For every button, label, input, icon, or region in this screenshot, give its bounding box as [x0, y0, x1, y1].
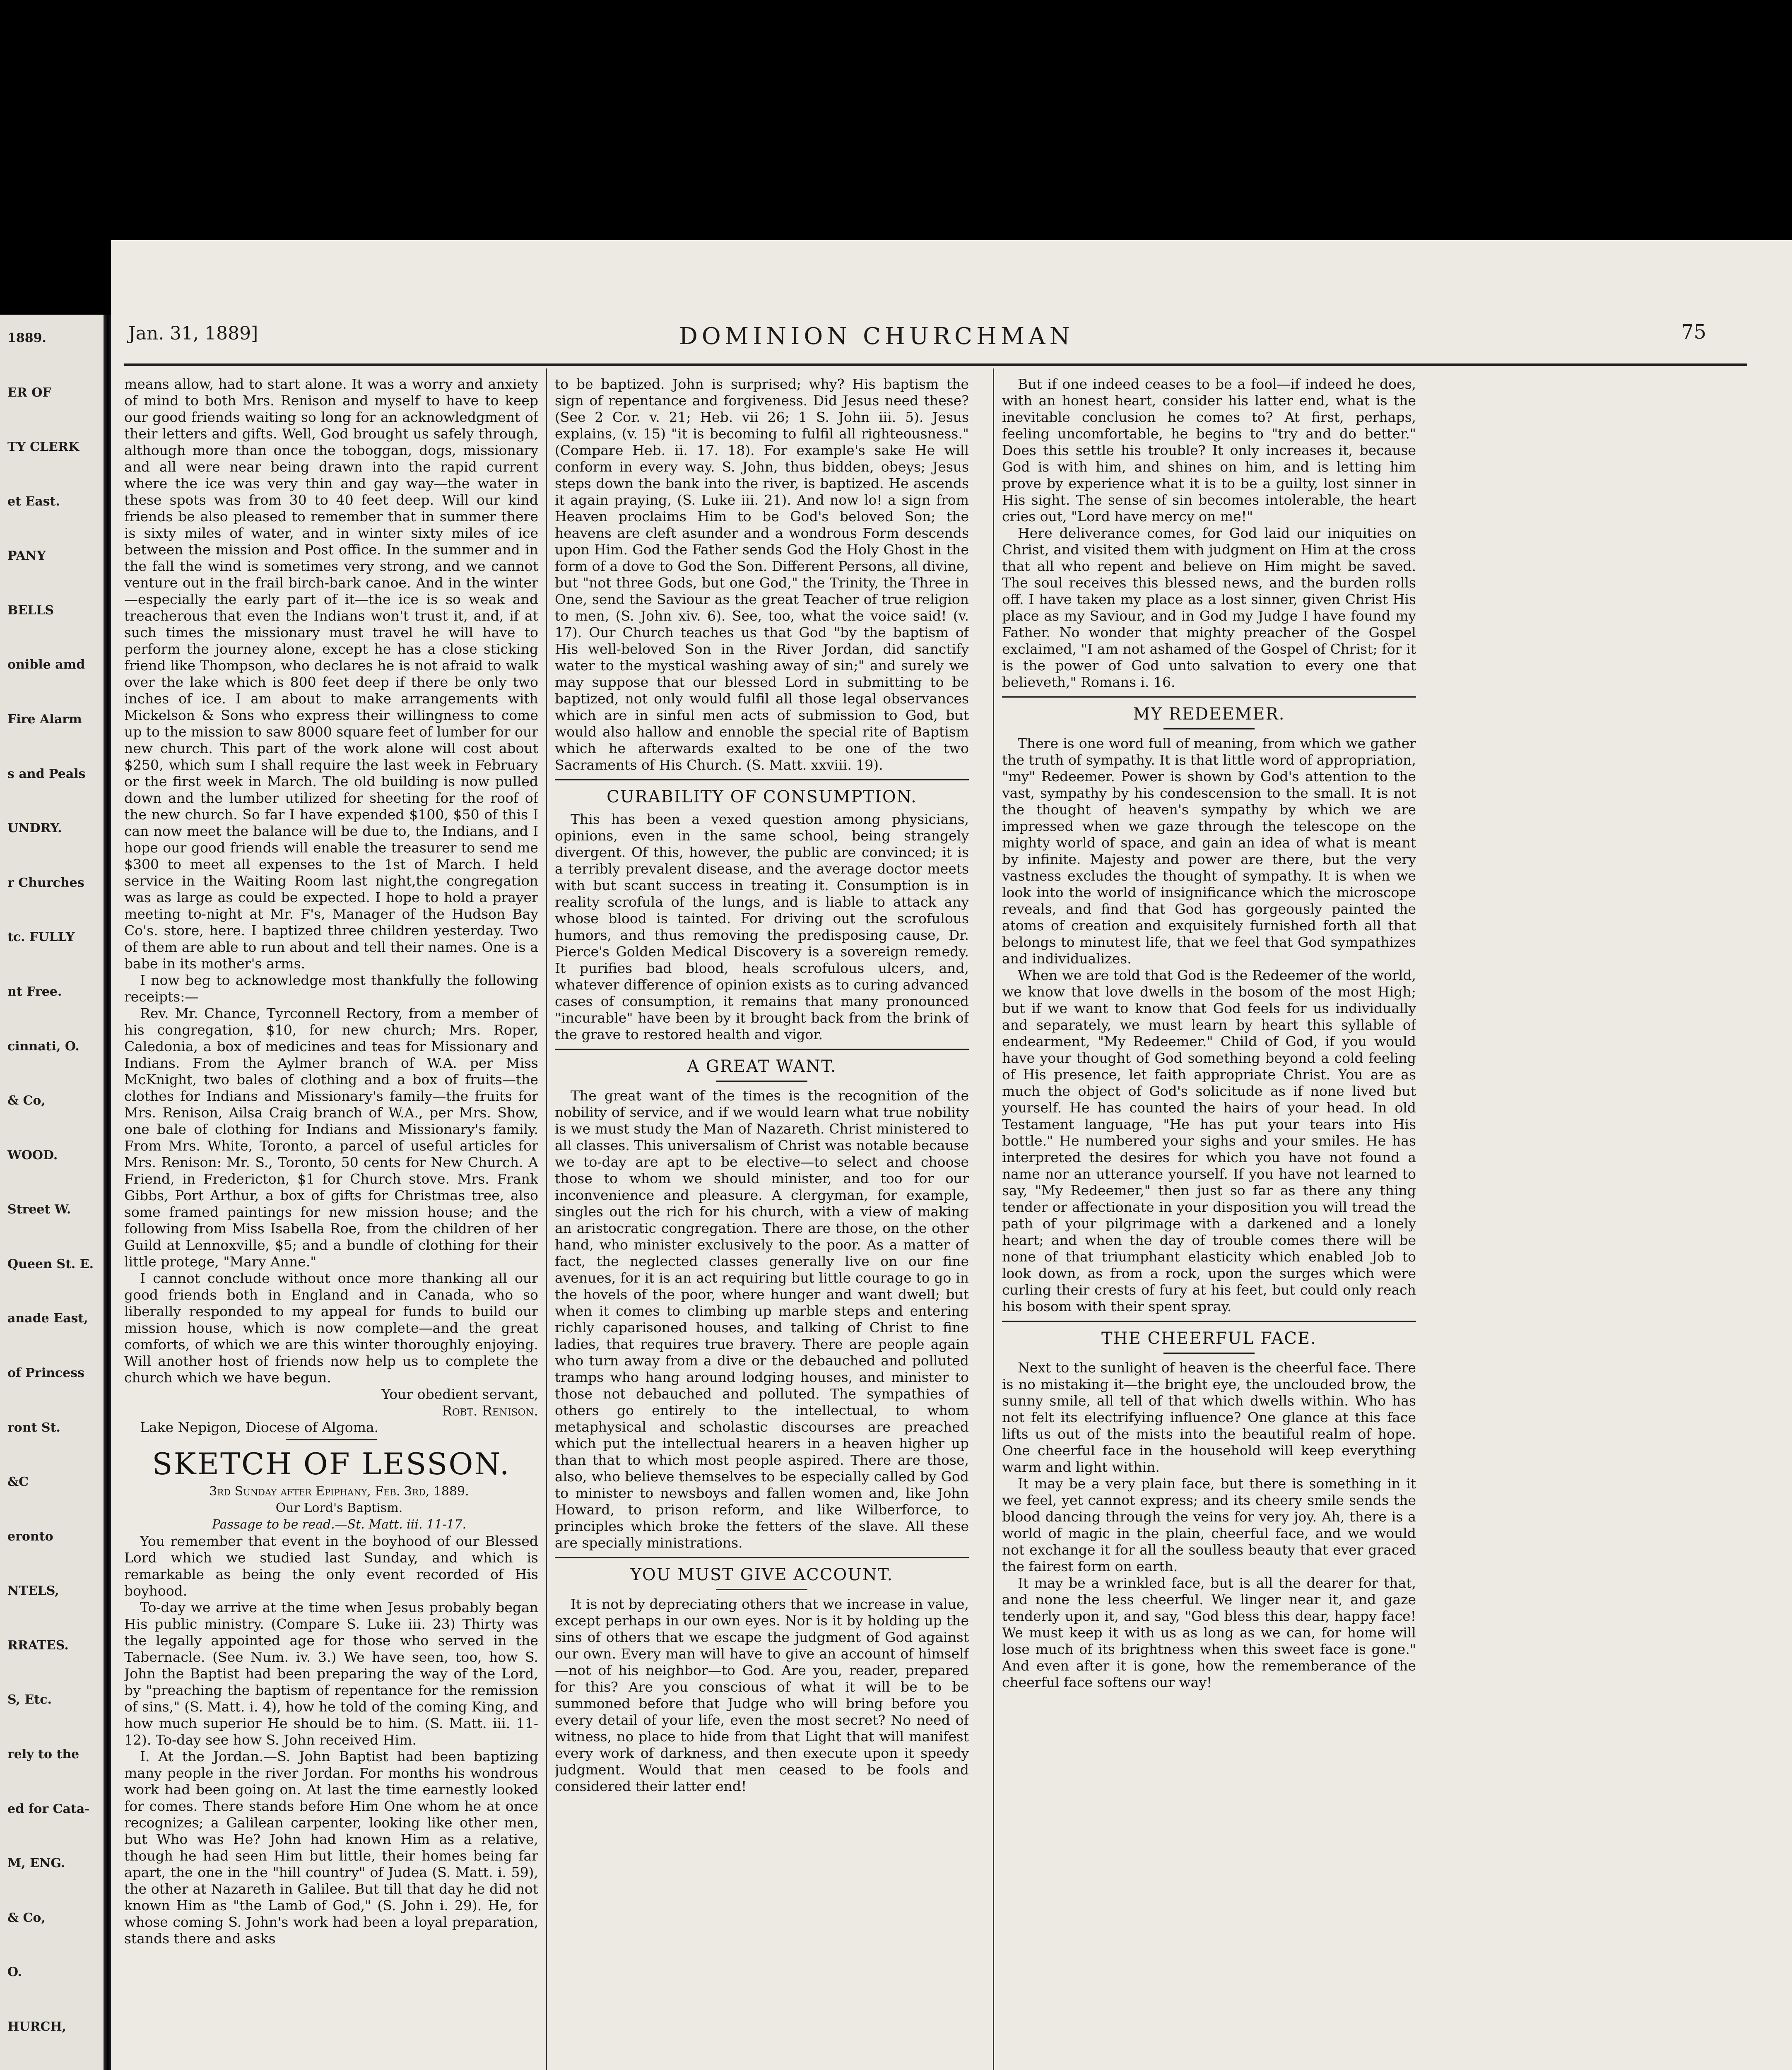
- heading-underline: [716, 1081, 807, 1082]
- facing-page-text: WOOD.: [7, 1148, 58, 1163]
- article-paragraph: When we are told that God is the Redeemer of the world, we know that love dwells in the bosom of the most High; but if we want to know that God feels for us individually and separately, we must learn by heart this syllable of endearment, "My Redeemer." Child of God, if you would have your thought of God something beyond a cold feeling of His presence, let faith appropriate Christ. You are as much the object of God's solicitude as if none lived but yourself. He has counted the hairs of your head. In old Testament language, "He has put your tears into His bottle." He numbered your sighs and your smiles. He has interpreted the desires for which you have not found a name nor an utterance yourself. If you have not learned to say, "My Redeemer," then just so far as there any thing tender or affectionate in your disposition you will tread the path of your pilgrimage with a darkened and a lonely heart; and when the day of trouble comes there will be none of that triumphant elasticity which enabled Job to look down, as from a rock, upon the surges which were curling their crests of fury at his feet, but could only reach his bosom with their spent spray.: [1002, 967, 1416, 1314]
- issue-date: Jan. 31, 1889]: [128, 323, 258, 344]
- header-rule: [124, 363, 1747, 366]
- lesson-paragraph: to be baptized. John is surprised; why? His baptism the sign of repentance and forgiveness. Did Jesus need these? (See 2 Cor. v. 21; Heb. vii 26; 1 S. John iii. 5). Jesus explains, (v. 15) "it is becoming to fulfil all righteousness." (Compare Heb. ii. 17. 18). For example's sake He will conform in every way. S. John, thus bidden, obeys; Jesus steps down the bank into the river, is baptized. He ascends it again praying, (S. Luke iii. 21). And now lo! a sign from Heaven proclaims Him to be God's beloved Son; the heavens are cleft asunder and a wondrous Form descends upon Him. God the Father sends God the Holy Ghost in the form of a dove to God the Son. Different Persons, all divine, but "not three Gods, but one God," the Trinity, the Three in One, send the Saviour as the great Teacher of true religion to men, (S. John xiv. 6). See, too, what the voice said! (v. 17). Our Church teaches us that God "by the baptism of His well-beloved Son in the River Jordan, did sanctify water to the mystical washing away of sin;" and surely we may suppose that our blessed Lord in submitting to be baptized, not only would fulfil all those legal observances which are in sinful men acts of submission to God, but would also hallow and ennoble the special rite of Baptism which he afterwards exalted to be one of the two Sacraments of His Church. (S. Matt. xxviii. 19).: [555, 376, 969, 773]
- article-heading-consumption: CURABILITY OF CONSUMPTION.: [607, 787, 917, 806]
- section-rule: [555, 1557, 969, 1558]
- facing-page-text: tc. FULLY: [7, 930, 75, 944]
- facing-page-text: & Co,: [7, 1911, 46, 1925]
- facing-page-text: S, Etc.: [7, 1692, 52, 1707]
- facing-page-text: M, ENG.: [7, 1856, 65, 1870]
- article-paragraph: The great want of the times is the recognition of the nobility of service, and if we would learn what true nobility is we must study the Man of Nazareth. Christ ministered to all classes. This universalism of Christ was notable because we to-day are apt to be elective—to select and choose those to whom we should minister, and too for our inconvenience and pleasure. A clergyman, for example, singles out the rich for his church, with a view of making an aristocratic congregation. There are those, on the other hand, who minister exclusively to the poor. As a matter of fact, the neglected classes generally live on our fine avenues, for it is an act requiring but little courage to go in the hovels of the poor, where hunger and want dwell; but when it comes to climbing up marble steps and entering richly caparisoned houses, and talking of Christ to fine ladies, that requires true bravery. There are people again who turn away from a dive or the debauched and polluted tramps who hang around lodging houses, and minister to those not debauched and polluted. The sympathies of others go entirely to the intellectual, to whom metaphysical and scholastic discourses are preached which put the intellectual hearers in a heaven higher up than that to which most people aspired. There are those, also, who believe themselves to be especially called by God to minister to newsboys and fallen women and, like John Howard, to prison reform, and like Wilberforce, to principles which broke the fetters of the slave. All these are specially ministrations.: [555, 1088, 969, 1551]
- heading-underline: [1163, 1353, 1255, 1354]
- lesson-subject: Our Lord's Baptism.: [275, 1501, 403, 1515]
- facing-page-text: RRATES.: [7, 1638, 69, 1653]
- article-heading-account: YOU MUST GIVE ACCOUNT.: [630, 1565, 894, 1584]
- receipts-paragraph: Rev. Mr. Chance, Tyrconnell Rectory, from a member of his congregation, $10, for new church; Mrs. Roper, Caledonia, a box of medicines and teas for Missionary and Indians. From the Aylmer branch of W.A. per Miss McKnight, two bales of clothing and a box of fruits—the clothes for Indians and Missionary's family—the fruits for Mrs. Renison, Ailsa Craig branch of W.A., per Mrs. Show, one bale of clothing for Indians and Missionary's family. From Mrs. White, Toronto, a parcel of useful articles for Mrs. Renison: Mr. S., Toronto, 50 cents for New Church. A Friend, in Fredericton, $1 for Church stove. Mrs. Frank Gibbs, Port Arthur, a box of gifts for Christmas tree, also some framed paintings for new mission house; and the following from Miss Isabella Roe, from the children of her Guild at Lennoxville, $5; and a bundle of clothing for their little protege, "Mary Anne.": [124, 1005, 538, 1270]
- lesson-paragraph: To-day we arrive at the time when Jesus probably began His public ministry. (Compare S. Luke iii. 23) Thirty was the legally appointed age for those who served in the Tabernacle. (See Num. iv. 3.) We have seen, too, how S. John the Baptist had been preparing the way of the Lord, by "preaching the baptism of repentance for the remission of sins," (S. Matt. i. 4), how he told of the coming King, and how much superior He should be to him. (S. Matt. iii. 11-12). To-day see how S. John received Him.: [124, 1599, 538, 1748]
- book-gutter: [104, 315, 111, 2070]
- facing-page-text: r Churches: [7, 876, 84, 890]
- article-paragraph: Here deliverance comes, for God laid our iniquities on Christ, and visited them with judgment on Him at the cross that all who repent and believe on Him might be saved. The soul receives this blessed news, and the burden rolls off. I have taken my place as a lost sinner, given Christ His place as my Saviour, and in God my Judge I have found my Father. No wonder that mighty preacher of the Gospel exclaimed, "I am not ashamed of the Gospel of Christ; for it is the power of God unto salvation to every one that believeth," Romans i. 16.: [1002, 525, 1416, 690]
- column-divider: [993, 368, 994, 2070]
- facing-page-text: HURCH,: [7, 2019, 67, 2034]
- facing-page-fragment: [0, 315, 104, 2070]
- article-heading-cheerful-face: THE CHEERFUL FACE.: [1101, 1329, 1317, 1348]
- article-paragraph: This has been a vexed question among physicians, opinions, even in the same school, being strangely divergent. Of this, however, the public are convinced; it is a terribly prevalent disease, and the average doctor meets with but scant success in treating it. Consumption is in reality scrofula of the lungs, and is liable to attack any whose blood is tainted. For driving out the scrofulous humors, and thus removing the predisposing cause, Dr. Pierce's Golden Medical Discovery is a sovereign remedy. It purifies bad blood, heals scrofulous ulcers, and, whatever difference of opinion exists as to curing advanced cases of consumption, it remains that many pronounced "incurable" have been by it brought back from the brink of the grave to restored health and vigor.: [555, 811, 969, 1042]
- lesson-heading: SKETCH OF LESSON.: [152, 1447, 511, 1481]
- lesson-date: 3rd Sunday after Epiphany, Feb. 3rd, 1889.: [209, 1484, 469, 1499]
- article-paragraph: It may be a wrinkled face, but is all the dearer for that, and none the less cheerful. We linger near it, and gaze tenderly upon it, and say, "God bless this dear, happy face! We must keep it with us as long as we can, for home will lose much of its brightness when this sweet face is gone." And even after it is gone, how the rememberance of the cheerful face softens our way!: [1002, 1575, 1416, 1690]
- facing-page-text: onible amd: [7, 657, 85, 672]
- facing-page-text: TY CLERK: [7, 440, 79, 454]
- facing-page-text: &C: [7, 1475, 29, 1489]
- section-rule: [286, 1439, 377, 1440]
- facing-page-text: Street W.: [7, 1202, 71, 1217]
- column-3: [1002, 376, 1416, 2070]
- page-header: [128, 320, 1751, 350]
- facing-page-text: ront St.: [7, 1420, 60, 1435]
- facing-page-text: rely to the: [7, 1747, 79, 1762]
- article-heading-redeemer: MY REDEEMER.: [1133, 705, 1285, 724]
- letter-paragraph: I now beg to acknowledge most thankfully the following receipts:—: [124, 972, 538, 1005]
- article-paragraph: There is one word full of meaning, from which we gather the truth of sympathy. It is that little word of appropriation, "my" Redeemer. Power is shown by God's attention to the vast, sympathy by his condescension to the small. It is not the thought of heaven's sympathy by which we are impressed when we gaze through the telescope on the mighty world of space, and gain an idea of what is meant by infinite. Majesty and power are there, but the very vastness excludes the thought of sympathy. It is when we look into the world of insignificance which the microscope reveals, and find that God has gorgeously painted the atoms of creation and exquisitely furnished forth all that belongs to minutest life, that we feel that God sympathizes and individualizes.: [1002, 735, 1416, 967]
- page-number: 75: [1681, 320, 1707, 344]
- column-2: [555, 376, 969, 2070]
- letter-paragraph: I cannot conclude without once more thanking all our good friends both in England and in Canada, who so liberally responded to my appeal for funds to build our mission house, which is now complete—and the great comforts, of which we are this winter thoroughly enjoying. Will another host of friends now help us to complete the church which we have begun.: [124, 1270, 538, 1386]
- facing-page-text: cinnati, O.: [7, 1039, 79, 1054]
- column-divider: [546, 368, 547, 2070]
- letter-signature: Robt. Renison.: [442, 1403, 538, 1419]
- lesson-paragraph: You remember that event in the boyhood of our Blessed Lord which we studied last Sunday, and which is remarkable as being the only event recorded of His boyhood.: [124, 1533, 538, 1599]
- section-rule: [1002, 696, 1416, 698]
- section-rule: [1002, 1321, 1416, 1322]
- facing-page-text: NTELS,: [7, 1584, 59, 1598]
- heading-underline: [1163, 728, 1255, 729]
- facing-page-text: anade East,: [7, 1311, 88, 1326]
- facing-page-text: s and Peals: [7, 767, 86, 781]
- article-heading-great-want: A GREAT WANT.: [687, 1057, 837, 1076]
- article-paragraph: It may be a very plain face, but there is something in it we feel, yet cannot express; and its cheery smile sends the blood dancing through the veins for very joy. Ah, there is a world of magic in the plain, cheerful face, and we would not exchange it for all the soulless beauty that ever graced the fairest form on earth.: [1002, 1475, 1416, 1574]
- article-paragraph: But if one indeed ceases to be a fool—if indeed he does, with an honest heart, consider his latter end, what is the inevitable conclusion he comes to? At first, perhaps, feeling uncomfortable, he begins to "try and do better." Does this settle his trouble? It only increases it, because God is with him, and shines on him, and is letting him prove by experience what it is to be a guilty, lost sinner in His sight. The sense of sin becomes intolerable, the heart cries out, "Lord have mercy on me!": [1002, 376, 1416, 525]
- facing-page-text: Fire Alarm: [7, 712, 82, 727]
- facing-page-text: PANY: [7, 549, 46, 563]
- letter-paragraph: means allow, had to start alone. It was a worry and anxiety of mind to both Mrs. Renison and myself to have to keep our good friends waiting so long for an acknowledgment of their letters and gifts. Well, God brought us safely through, although more than once the toboggan, dogs, missionary and all were near being drawn into the rapid current where the ice was very thin and gay way—the water in these spots was from 30 to 40 feet deep. Will our kind friends be also pleased to remember that in summer there is sixty miles of water, and in winter sixty miles of ice between the mission and Post office. In the summer and in the fall the wind is sometimes very strong, and we cannot venture out in the frail birch-bark canoe. And in the winter—especially the early part of it—the ice is so weak and treacherous that even the Indians won't trust it, and, if at such times the missionary must travel he will have to perform the journey alone, except he has a close sticking friend like Thompson, who declares he is not afraid to walk over the lake which is 800 feet deep if there be only two inches of ice. I am about to make arrangements with Mickelson & Sons who express their willingness to come up to the mission to saw 8000 square feet of lumber for our new church. This part of the work alone will cost about $250, which sum I shall require the last week in February or the first week in March. The old building is now pulled down and the lumber utilized for sheeting for the roof of the new church. So far I have expended $100, $50 of this I can now meet the balance will be due to, the Indians, and I hope our good friends will enable the treasurer to send me $300 to meet all expenses to the 1st of March. I held service in the Waiting Room last night,the congregation was as large as could be expected. I hope to hold a prayer meeting to-night at Mr. F's, Manager of the Hudson Bay Co's. store, here. I baptized three children yesterday. Two of them are able to run about and tell their names. One is a babe in its mother's arms.: [124, 376, 538, 972]
- lesson-passage: Passage to be read.—St. Matt. iii. 11-17.: [212, 1517, 467, 1532]
- facing-page-text: et East.: [7, 494, 60, 509]
- facing-page-text: O.: [7, 1965, 22, 1979]
- masthead-title: DOMINION CHURCHMAN: [679, 323, 1074, 350]
- facing-page-text: nt Free.: [7, 984, 62, 999]
- facing-page-text: 1889.: [7, 331, 46, 345]
- article-paragraph: It is not by depreciating others that we increase in value, except perhaps in our own eyes. Nor is it by holding up the sins of others that we escape the judgment of God against our own. Every man will have to give an account of himself—not of his neighbor—to God. Are you, reader, prepared for this? Are you conscious of what it will be to be summoned before that Judge who will bring before you every detail of your life, even the most secret? No need of witness, no place to hide from that Light that will manifest every work of darkness, and then execute upon it speedy judgment. Would that men ceased to be fools and considered their latter end!: [555, 1596, 969, 1794]
- letter-closing: Your obedient servant,: [381, 1386, 538, 1402]
- section-rule: [555, 779, 969, 780]
- article-paragraph: Next to the sunlight of heaven is the cheerful face. There is no mistaking it—the bright eye, the unclouded brow, the sunny smile, all tell of that which dwells within. Who has not felt its electrifying influence? One glance at this face lifts us out of the mists into the beautiful realm of hope. One cheerful face in the household will keep everything warm and light within.: [1002, 1360, 1416, 1475]
- facing-page-text: ed for Cata-: [7, 1802, 90, 1816]
- facing-page-text: BELLS: [7, 603, 54, 618]
- facing-page-text: eronto: [7, 1529, 53, 1544]
- lesson-paragraph: I. At the Jordan.—S. John Baptist had been baptizing many people in the river Jordan. For months his wondrous work had been going on. At last the time earnestly looked for comes. There stands before Him One whom he at once recognizes; a Galilean carpenter, looking like other men, but Who was He? John had known Him as a relative, though he had seen Him but little, their homes being far apart, the one in the "hill country" of Judea (S. Matt. i. 59), the other at Nazareth in Galilee. But till that day he did not known Him as "the Lamb of God," (S. John i. 29). He, for whose coming S. John's work had been a loyal preparation, stands there and asks: [124, 1748, 538, 1947]
- section-rule: [555, 1049, 969, 1050]
- heading-underline: [716, 1589, 807, 1590]
- facing-page-text: & Co,: [7, 1093, 46, 1108]
- facing-page-text: Queen St. E.: [7, 1257, 94, 1271]
- facing-page-text: UNDRY.: [7, 821, 62, 835]
- facing-page-text: of Princess: [7, 1366, 85, 1380]
- letter-place: Lake Nepigon, Diocese of Algoma.: [140, 1419, 379, 1435]
- facing-page-text: ER OF: [7, 385, 51, 400]
- column-1: [124, 376, 538, 2070]
